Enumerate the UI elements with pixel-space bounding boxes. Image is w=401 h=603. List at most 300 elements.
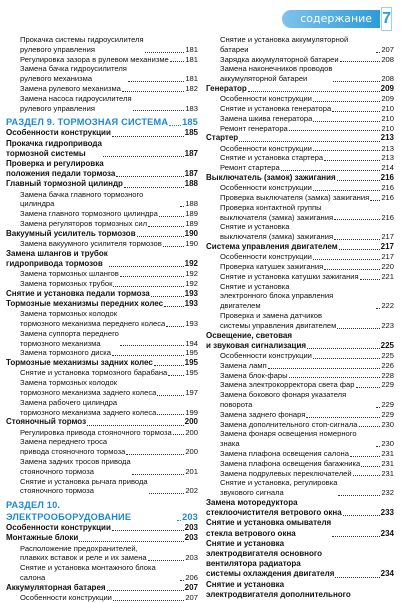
toc-entry-page: 200 [185,427,198,437]
toc-chapter-entry [6,523,198,533]
toc-entry-page: 195 [185,348,198,358]
toc-entry-page: 213 [380,133,394,143]
toc-subentry [206,153,394,163]
toc-subentry [206,282,394,311]
toc-chapter-entry [206,84,394,94]
toc-subentry [206,104,394,114]
dot-leader [350,456,380,457]
dot-leader [124,187,184,188]
toc-subentry [206,410,394,420]
toc-subentry [6,64,198,84]
toc-chapter-entry [6,583,198,593]
dot-leader [289,130,381,131]
toc-entry-title: Особенности конструкции [6,523,111,533]
toc-entry-title: Прокачка гидропривода тормозной системы [6,138,102,158]
toc-subentry [6,35,198,55]
toc-chapter-entry [206,498,394,518]
toc-entry-title: Снятие и установка электронного блока управления двигателем [220,281,334,311]
toc-entry-title: Вакуумный усилитель тормозов [6,228,136,238]
dot-leader [120,276,185,277]
toc-entry-title: Монтажные блоки [6,533,79,543]
toc-entry-title: Замена рулевого механизма [20,83,121,93]
toc-entry-page: 220 [381,261,394,271]
toc-entry-title: Замена плафона освещения багажника [220,458,361,468]
dot-leader [180,206,184,207]
toc-section-heading [6,116,198,128]
toc-entry-page: 206 [185,572,198,582]
toc-entry-page: 216 [381,212,394,222]
dot-leader [128,81,184,82]
toc-entry-title: Замена электрокорректора света фар [220,380,355,390]
toc-chapter-entry [6,533,198,543]
toc-subentry [206,124,394,134]
toc-column-right [206,35,394,600]
toc-entry-title: Особенности конструкции [220,183,312,193]
toc-entry-title: Замена тормозных шлангов [20,269,119,279]
toc-entry-title: Особенности конструкции [220,143,312,153]
toc-entry-page: 203 [184,533,198,543]
toc-entry-page: 193 [184,298,198,308]
dot-leader [333,81,380,82]
toc-entry-title: Замена суппорта переднего тормозного механизма [20,328,119,348]
toc-entry-page: 208 [381,54,394,64]
toc-entry-page: 181 [185,44,198,54]
dot-leader [360,279,381,280]
toc-subentry [206,429,394,449]
toc-chapter-entry [6,249,198,269]
dot-leader [338,495,380,496]
toc-entry-page: 200 [184,417,198,427]
toc-chapter-entry [6,159,198,179]
toc-entry-page: 192 [184,258,198,268]
toc-entry-page: 229 [381,409,394,419]
dot-leader [248,91,380,92]
toc-entry-page: 210 [381,123,394,133]
toc-subentry [6,84,198,94]
dot-leader [87,425,184,426]
toc-entry-title: Стояночный тормоз [6,417,87,427]
toc-entry-title: Тормозные механизмы задних колес [6,358,153,368]
toc-entry-page: 217 [381,232,394,242]
toc-entry-page: 231 [381,458,394,468]
dot-leader [332,536,379,537]
toc-subentry [206,163,394,173]
toc-entry-title: Замена бачка гидроусилителя рулевого механизма [20,64,127,84]
dot-leader [370,200,380,201]
toc-entry-page: 234 [380,528,394,538]
dot-leader [353,475,381,476]
toc-entry-title: Аккумуляторная батарея [6,582,106,592]
toc-entry-page: 200 [185,447,198,457]
dot-leader [148,226,184,227]
toc-subentry [6,477,198,497]
toc-entry-page: 189 [185,218,198,228]
dot-leader [148,560,185,561]
dot-leader [343,515,380,516]
toc-subentry [6,398,198,418]
dot-leader [170,61,185,62]
toc-section-heading [6,499,198,523]
dot-leader [376,308,380,309]
dot-leader [307,348,380,349]
dot-leader [324,160,380,161]
toc-subentry [6,437,198,457]
toc-entry-title: Замена ламп [220,360,267,370]
dot-leader [313,259,380,260]
toc-entry-title: Снятие и установка тормозного барабана [20,368,168,378]
toc-entry-title: Замена насоса гидроусилителя рулевого управления [20,93,132,113]
toc-entry-title: Система управления двигателем [206,241,338,251]
toc-entry-title: Замена дополнительного стоп-сигнала [220,419,358,429]
toc-entry-title: Главный тормозной цилиндр [6,179,123,189]
toc-entry-title: Замена моторедуктора стеклоочистителя ветрового окна [206,497,342,518]
toc-entry-page: 197 [185,387,198,397]
toc-entry-page: 217 [380,241,394,251]
toc-entry-page: 190 [184,228,198,238]
toc-entry-title: Проверка выключателя (замка) зажигания [220,192,370,202]
toc-chapter-entry [6,128,198,138]
toc-entry-title: Замена наконечников проводов аккумуляторной батареи [220,64,333,84]
toc-entry-title: Особенности конструкции [20,592,112,602]
dot-leader [356,387,381,388]
toc-entry-page: 210 [381,113,394,123]
toc-entry-page: 189 [185,209,198,219]
toc-entry-title: Замена тормозного диска [20,348,111,358]
toc-entry-title: Зарядка аккумуляторной батареи [220,54,339,64]
dot-leader [157,414,184,415]
toc-subentry [206,35,394,55]
toc-entry-page: 208 [381,74,394,84]
toc-subentry [206,144,394,154]
toc-chapter-entry [206,518,394,538]
dot-leader [132,474,185,475]
dot-leader [313,101,380,102]
dot-leader [337,328,380,329]
dot-leader [313,150,380,151]
toc-entry-page: 213 [381,143,394,153]
toc-entry-page: 192 [185,278,198,288]
toc-entry-page: 216 [381,192,394,202]
toc-subentry [6,269,198,279]
toc-subentry [206,94,394,104]
toc-column-left [6,35,198,603]
dot-leader [376,52,380,53]
toc-entry-title: Снятие и установка генератора [220,103,332,113]
toc-subentry [206,222,394,242]
dot-leader [335,577,379,578]
toc-entry-title: Проверка и замена датчиков системы управления двигателем [220,310,337,330]
toc-entry-title: Выключатель (замок) зажигания [206,172,336,182]
toc-entry-title: Проверка и регулировка положения педали тормоза [6,158,116,179]
toc-entry-title: Особенности конструкции [220,252,312,262]
dot-leader [151,296,184,297]
toc-entry-title: Замена тормозных трубок [20,278,113,288]
toc-entry-title: Освещение, световая и звуковая сигнализация [206,330,307,350]
toc-subentry [6,190,198,210]
toc-subentry [206,371,394,381]
dot-leader [313,190,380,191]
dot-leader [109,266,184,267]
toc-subentry [206,114,394,124]
toc-entry-title: Проверка контактной группы выключателя (замка) зажигания [220,202,334,222]
toc-entry-title: Замена фонаря освещения номерного знака [220,429,357,449]
dot-leader [120,345,184,346]
toc-entry-page: 228 [381,370,394,380]
toc-entry-title: Стартер [206,133,239,143]
toc-entry-title: Замена плафона освещения салона [220,448,349,458]
toc-entry-title: Снятие и установка омывателя стекла ветрового окна [206,518,332,538]
toc-subentry [206,203,394,223]
toc-entry-title: Замена заднего фонаря [220,409,306,419]
toc-entry-page: 203 [184,523,198,533]
toc-chapter-entry [6,299,198,309]
dot-leader [361,466,380,467]
toc-entry-page: 203 [185,553,198,563]
toc-entry-title: Замена тормозных колодок тормозного механизма заднего колеса [20,378,157,397]
toc-entry-title: Замена переднего троса привода стояночного тормоза [20,437,126,457]
toc-entry-title: Снятие и установка электродвигателя основного вентилятора радиатора системы охлаждения двигателя [206,538,335,579]
toc-entry-title: Замена шлангов и трубок гидропривода тормозов [6,248,108,268]
toc-entry-page: 199 [185,407,198,417]
dot-leader [173,434,185,435]
dot-leader [177,520,181,521]
toc-subentry [206,272,394,282]
toc-entry-title: Снятие и установка стартера [220,153,324,163]
toc-entry-page: 216 [380,172,394,182]
toc-entry-title: Особенности конструкции [6,128,111,138]
toc-entry-page: 231 [381,468,394,478]
dot-leader [112,136,184,137]
toc-entry-title: Генератор [206,83,247,93]
toc-entry-page: 209 [380,83,394,93]
toc-chapter-entry [206,242,394,252]
toc-chapter-entry [6,139,198,159]
toc-subentry [206,311,394,331]
dot-leader [122,91,184,92]
dot-leader [169,125,181,126]
dot-leader [334,239,380,240]
toc-entry-title: Тормозные механизмы передних колес [6,298,164,308]
toc-entry-page: 192 [185,269,198,279]
toc-subentry [6,348,198,358]
toc-entry-page: 181 [185,74,198,84]
toc-entry-page: 229 [381,399,394,409]
dot-leader [359,426,381,427]
toc-entry-page: 210 [381,103,394,113]
toc-entry-title: Особенности конструкции [220,350,312,360]
toc-entry-page: 223 [381,320,394,330]
toc-entry-title: Замена бачка главного тормозного цилиндра [20,189,144,209]
toc-entry-page: 232 [381,488,394,498]
toc-subentry [206,420,394,430]
toc-entry-title: Замена рабочего цилиндра тормозного механизма заднего колеса [20,397,157,417]
toc-entry-title: Снятие и установка, регулировка звукового сигнала [220,478,338,498]
toc-subentry [6,309,198,329]
toc-entry-title: Замена главного тормозного цилиндра [20,209,158,219]
toc-entry-title: Снятие и установка педали тормоза [6,288,150,298]
toc-entry-page: 203 [182,512,198,523]
toc-entry-page: 216 [381,183,394,193]
toc-entry-page: 229 [381,380,394,390]
toc-entry-page: 207 [184,582,198,592]
toc-entry-title: Прокачка системы гидроусилителя рулевого управления [20,35,144,54]
dot-leader [166,326,184,327]
page-number: 7 [381,7,392,31]
dot-leader [113,286,184,287]
toc-entry-page: 226 [381,360,394,370]
dot-leader [339,249,380,250]
toc-entry-title: Замена тормозных колодок тормозного механизма переднего колеса [20,309,166,328]
toc-subentry [6,219,198,229]
toc-chapter-entry [206,331,394,351]
dot-leader [103,156,184,157]
toc-entry-page: 230 [381,439,394,449]
toc-entry-title: Регулировка зазора в рулевом механизме [20,54,169,64]
toc-entry-page: 214 [381,163,394,173]
toc-entry-page: 201 [185,466,198,476]
toc-entry-title: Снятие и установка электродвигателя дополнительного [206,579,351,599]
toc-entry-page: 231 [381,448,394,458]
toc-entry-title: Снятие и установка выключателя (замка) зажигания [220,222,334,242]
toc-entry-page: 217 [381,252,394,262]
toc-subentry [6,563,198,583]
toc-entry-page: 195 [185,368,198,378]
toc-entry-page: 194 [185,338,198,348]
dot-leader [116,176,183,177]
toc-subentry [6,378,198,398]
toc-entry-title: Ремонт стартера [220,163,280,173]
toc-entry-title: Замена бокового фонаря указателя поворота [220,390,347,409]
toc-subentry [206,351,394,361]
toc-entry-title: Снятие и установка монтажного блока салона [20,563,156,582]
toc-entry-title: Замена подрулевых переключателей [220,468,352,478]
toc-chapter-entry [6,229,198,239]
dot-leader [137,236,184,237]
dot-leader [340,61,381,62]
toc-subentry [6,209,198,219]
toc-entry-title: Проверка катушек зажигания [220,261,324,271]
toc-subentry [206,361,394,371]
dot-leader [289,377,381,378]
toc-subentry [6,329,198,349]
toc-entry-page: 207 [185,592,198,602]
dot-leader [239,141,379,142]
dot-leader [157,395,184,396]
dot-leader [164,306,184,307]
toc-subentry [206,478,394,498]
toc-chapter-entry [206,133,394,143]
dot-leader [133,110,185,111]
toc-entry-page: 222 [381,301,394,311]
toc-subentry [6,544,198,564]
dot-leader [112,530,184,531]
dot-leader [281,170,381,171]
toc-entry-page: 230 [381,419,394,429]
dot-leader [79,541,183,542]
toc-entry-page: 193 [184,288,198,298]
toc-subentry [6,368,198,378]
toc-entry-page: 202 [185,486,198,496]
toc-chapter-entry [206,580,394,600]
toc-subentry [6,94,198,114]
dot-leader [313,358,380,359]
dot-leader [145,52,185,53]
toc-subentry [6,428,198,438]
toc-entry-page: 188 [185,199,198,209]
dot-leader [126,454,184,455]
toc-subentry [206,380,394,390]
dot-leader [376,446,380,447]
toc-chapter-entry [6,179,198,189]
toc-entry-page: 188 [184,179,198,189]
toc-entry-page: 185 [184,128,198,138]
dot-leader [376,407,380,408]
toc-subentry [206,459,394,469]
toc-entry-page: 207 [381,44,394,54]
toc-entry-title: РАЗДЕЛ 10. ЭЛЕКТРООБОРУДОВАНИЕ [6,500,132,523]
toc-entry-page: 182 [185,83,198,93]
toc-subentry [6,457,198,477]
dot-leader [113,600,184,601]
toc-entry-title: Замена задних тросов привода стояночного тормоза [20,456,131,476]
toc-subentry [206,252,394,262]
toc-entry-page: 233 [380,508,394,518]
toc-subentry [6,593,198,603]
toc-entry-page: 183 [185,103,198,113]
toc-subentry [206,449,394,459]
toc-entry-title: Регулировка привода стояночного тормоза [20,427,172,437]
toc-entry-title: Ремонт генератора [220,123,288,133]
toc-entry-page: 225 [380,340,394,350]
toc-entry-title: Снятие и установка рычага привода стояночного тормоза [20,476,148,496]
toc-chapter-entry [6,289,198,299]
toc-entry-page: 187 [184,169,198,179]
toc-entry-title: РАЗДЕЛ 9. ТОРМОЗНАЯ СИСТЕМА [6,117,169,128]
dot-leader [268,368,381,369]
toc-chapter-entry [206,539,394,580]
toc-entry-page: 185 [182,117,198,128]
dot-leader [324,269,380,270]
dot-leader [149,493,185,494]
toc-entry-title: Замена блок-фары [220,370,288,380]
toc-entry-page: 221 [381,271,394,281]
toc-chapter-entry [206,173,394,183]
dot-leader [313,121,380,122]
dot-leader [337,180,380,181]
toc-entry-page: 193 [185,318,198,328]
toc-subentry [206,262,394,272]
toc-subentry [206,55,394,65]
toc-subentry [6,55,198,65]
toc-subentry [206,183,394,193]
toc-entry-page: 190 [185,238,198,248]
toc-entry-title: Замена вакуумного усилителя тормозов [20,238,162,248]
page-header [292,7,392,31]
section-title: содержание [282,10,380,28]
dot-leader [168,375,184,376]
toc-subentry [6,279,198,289]
toc-entry-title: Расположение предохранителей, плавких вставок и реле и их замена [20,543,147,563]
toc-subentry [6,239,198,249]
toc-chapter-entry [6,358,198,368]
dot-leader [107,590,184,591]
toc-entry-title: Снятие и установка катушки зажигания [220,271,359,281]
toc-chapter-entry [6,417,198,427]
toc-entry-page: 225 [381,350,394,360]
toc-subentry [206,64,394,84]
toc-entry-page: 187 [184,148,198,158]
dot-leader [180,580,184,581]
